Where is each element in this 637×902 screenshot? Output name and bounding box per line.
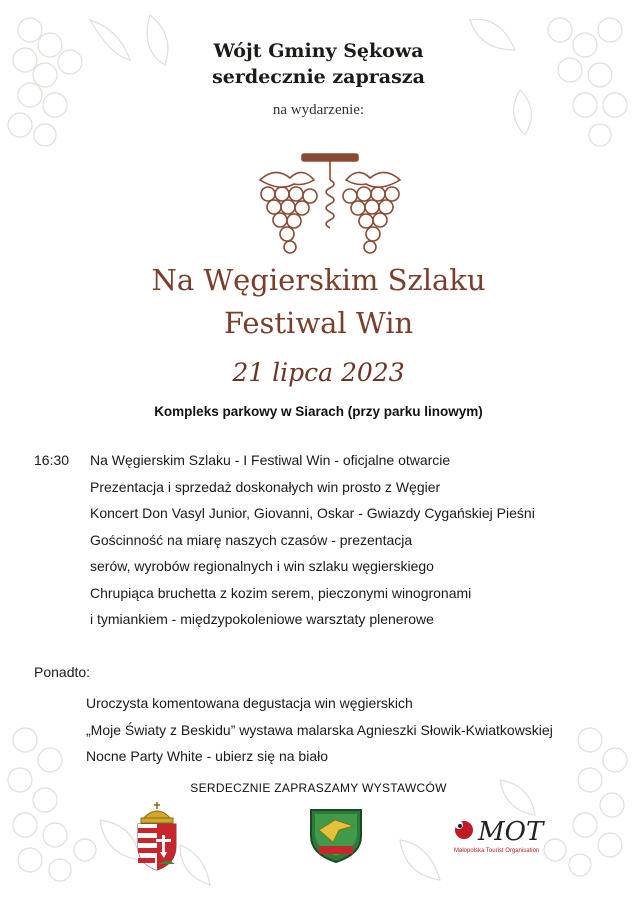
mot-logo-icon: [450, 810, 570, 862]
program-item: [34, 503, 624, 530]
extras-item: „Moje Światy z Beskidu” wystawa malarska Agnieszki Słowik-Kwiatkowskiej: [86, 721, 553, 738]
program-item-text: serów, wyrobów regionalnych i win szlaku węgierskiego: [90, 558, 434, 574]
extras-item: Uroczysta komentowana degustacja win węgierskich: [86, 695, 413, 711]
program-list: [34, 450, 624, 636]
program-item: [34, 450, 624, 477]
extras-item: Nocne Party White - ubierz się na biało: [86, 748, 328, 764]
program-item: [34, 609, 624, 636]
invite-subtext: na wydarzenie:: [272, 102, 365, 118]
event-title-line2: Festiwal Win: [223, 306, 414, 340]
program-item-text: Gościnność na miarę naszych czasów - prezentacja: [90, 531, 413, 548]
exhibitors-invitation: SERDECZNIE ZAPRASZAMY WYSTAWCÓW: [190, 781, 447, 795]
extras-label: Ponadto:: [34, 664, 91, 680]
hungary-coat-of-arms-icon: [134, 800, 180, 872]
program-time: 16:30: [34, 452, 70, 468]
program-item: [34, 583, 624, 610]
program-item: [34, 556, 624, 583]
invite-host: Wójt Gminy Sękowa: [213, 40, 424, 62]
invite-phrase: serdecznie zaprasza: [212, 66, 425, 88]
event-date: 21 lipca 2023: [232, 358, 405, 387]
program-item-text: Koncert Don Vasyl Junior, Giovanni, Oskar - Gwiazdy Cygańskiej Pieśni: [90, 505, 535, 521]
program-item: [34, 530, 624, 557]
program-item-text: i tymiankiem - międzypokoleniowe warsztaty plenerowe: [90, 611, 434, 627]
grapes-corkscrew-icon: [240, 150, 420, 258]
mot-caption: Małopolska Tourist Organisation: [454, 848, 540, 854]
program-item-text: Chrupiąca bruchetta z kozim serem, pieczonymi winogronami: [90, 584, 472, 601]
mot-logo-text: MOT: [478, 817, 544, 847]
event-title-line1: Na Węgierskim Szlaku: [151, 263, 486, 297]
program-item-text: Prezentacja i sprzedaż doskonałych win prosto z Węgier: [90, 478, 441, 495]
extras-list: [86, 693, 626, 773]
gmina-sekowa-emblem-icon: [305, 806, 367, 864]
program-item: [34, 477, 624, 504]
event-venue: Kompleks parkowy w Siarach (przy parku linowym): [154, 404, 483, 419]
program-item-text: Na Węgierskim Szlaku - I Festiwal Win - oficjalne otwarcie: [90, 452, 451, 468]
